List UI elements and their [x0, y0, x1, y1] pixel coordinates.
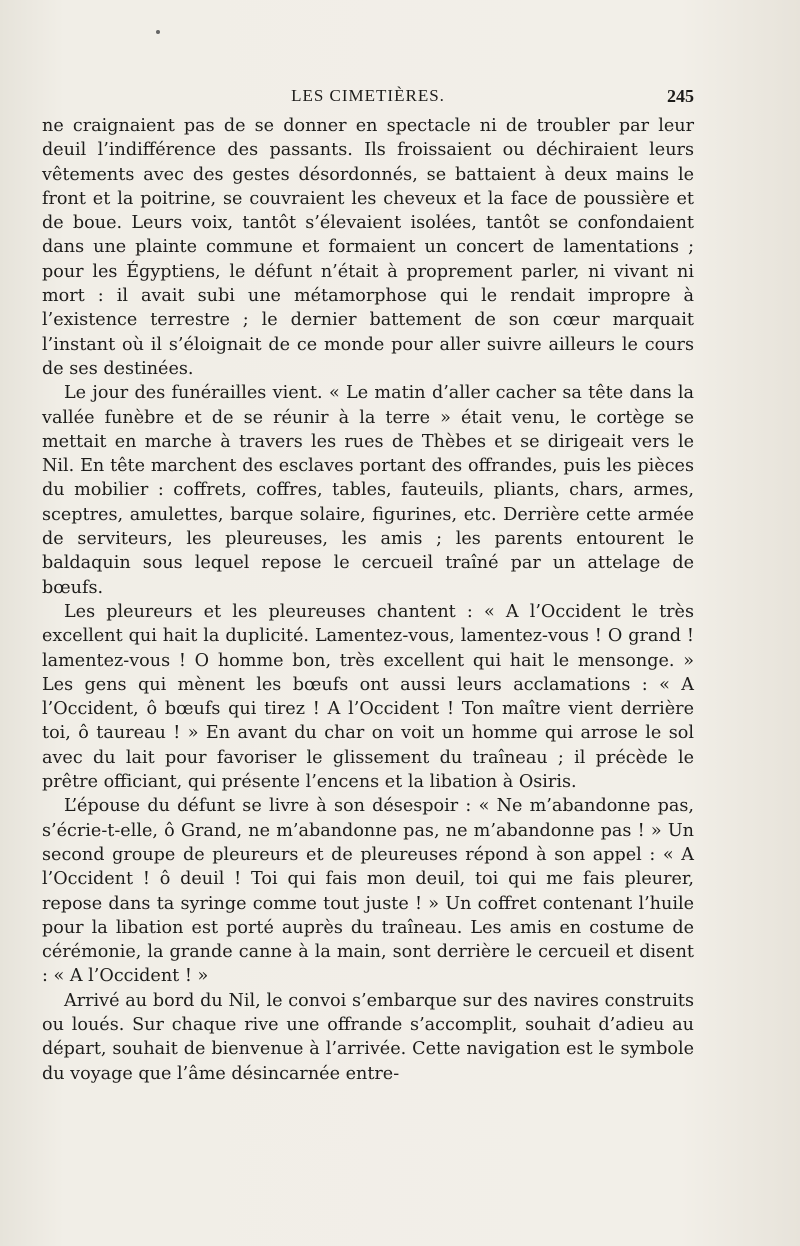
paper-speck — [156, 30, 160, 34]
page-header — [42, 86, 694, 110]
page-number: 245 — [667, 86, 694, 106]
body-text — [42, 114, 694, 1086]
paragraph-4: L’épouse du défunt se livre à son désespoir : « Ne m’abandonne pas, s’écrie-t-elle, ô Grand, ne m’abandonne pas, ne m’abandonne pas ! » Un second groupe de pleureurs et de pleureuses répond à son appel : « A l’Occident ! ô deuil ! Toi qui fais mon deuil, toi qui me fais pleurer, repose dans ta syringe comme tout juste ! » Un coffret contenant l’huile pour la libation est porté auprès du traîneau. Les amis en costume de cérémonie, la grande canne à la main, sont derrière le cercueil et disent : « A l’Occident ! » — [42, 796, 694, 987]
paragraph-3: Les pleureurs et les pleureuses chantent : « A l’Occident le très excellent qui hait la duplicité. Lamentez-vous, lamentez-vous ! O grand ! lamentez-vous ! O homme bon, très excellent qui hait le mensonge. » Les gens qui mènent les bœufs ont aussi leurs acclamations : « A l’Occident, ô bœufs qui tirez ! A l’Occident ! Ton maître vient derrière toi, ô taureau ! » En avant du char on voit un homme qui arrose le sol avec du lait pour favoriser le glissement du traîneau ; il précède le prêtre officiant, qui présente l’encens et la libation à Osiris. — [42, 601, 694, 793]
paragraph-2: Le jour des funérailles vient. « Le matin d’aller cacher sa tête dans la vallée funèbre et de se réunir à la terre » était venu, le cortège se mettait en marche à travers les rues de Thèbes et se dirigeait vers le Nil. En tête marchent des esclaves portant des offrandes, puis les pièces du mobilier : coffrets, coffres, tables, fauteuils, pliants, chars, armes, sceptres, amulettes, barque solaire, figurines, etc. Derrière cette armée de serviteurs, les pleureuses, les amis ; les parents entourent le baldaquin sous lequel repose le cercueil traîné par un attelage de bœufs. — [42, 383, 694, 598]
paragraph-5: Arrivé au bord du Nil, le convoi s’embarque sur des navires construits ou loués. Sur chaque rive une offrande s’accomplit, souhait d’adieu au départ, souhait de bienvenue à l’arrivée. Cette navigation est le symbole du voyage que l’âme désincarnée entre- — [42, 990, 694, 1084]
paragraph-1: ne craignaient pas de se donner en spectacle ni de troubler par leur deuil l’indifférence des passants. Ils froissaient ou déchiraient leurs vêtements avec des gestes désordonnés, se battaient à deux mains le front et la poitrine, se couvraient les cheveux et la face de poussière et de boue. Leurs voix, tantôt s’élevaient isolées, tantôt se confondaient dans une plainte commune et formaient un concert de lamentations ; pour les Égyptiens, le défunt n’était à proprement parler, ni vivant ni mort : il avait subi une métamorphose qui le rendait impropre à l’existence terrestre ; le dernier battement de son cœur marquait l’instant où il s’éloignait de ce monde pour aller suivre ailleurs le cours de ses destinées. — [42, 116, 694, 379]
running-title: LES CIMETIÈRES. — [291, 86, 445, 105]
